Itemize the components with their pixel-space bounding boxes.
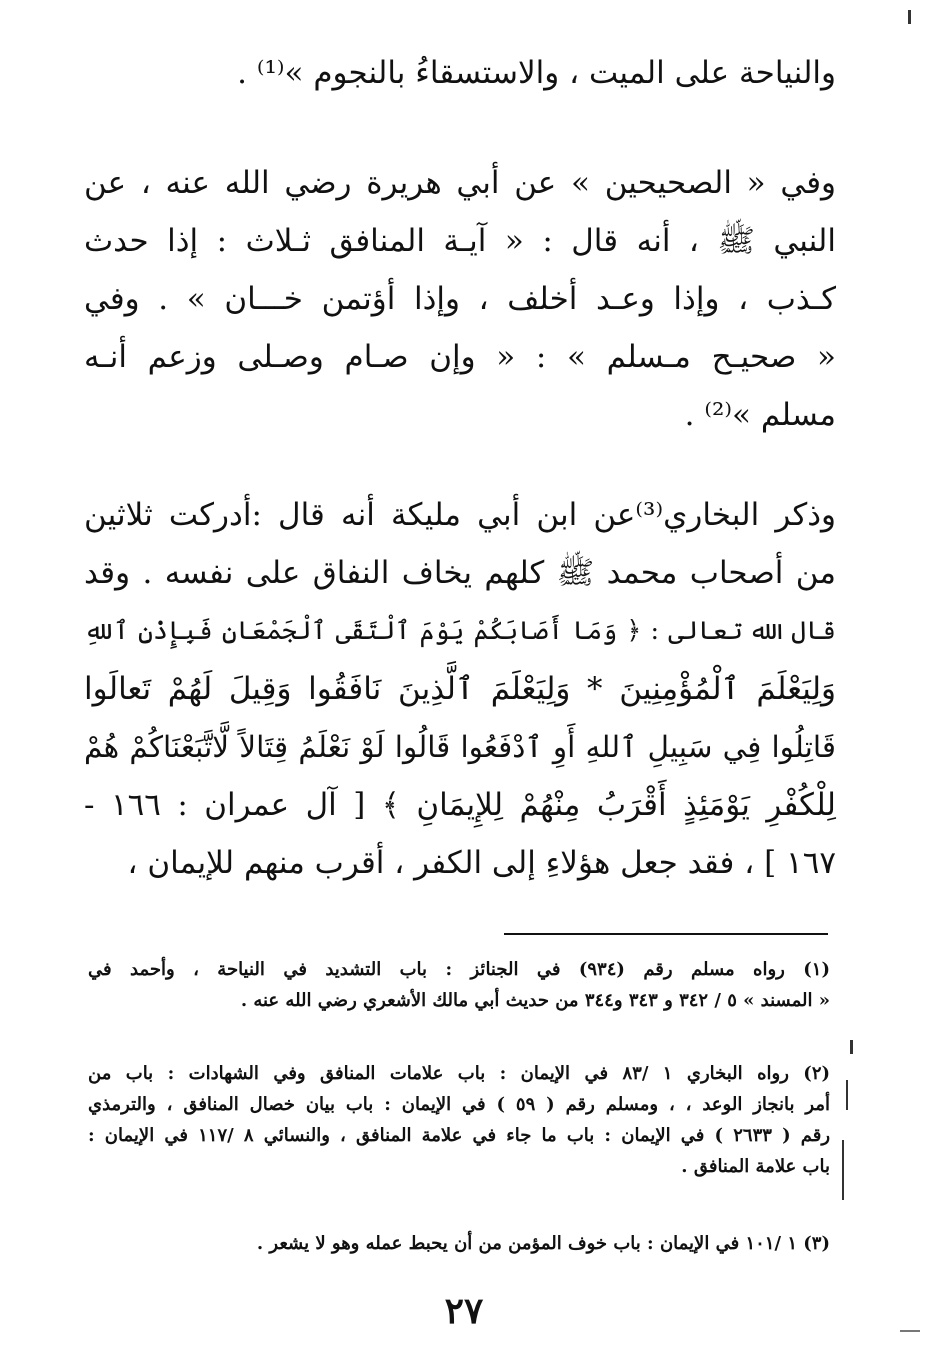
scan-mark — [846, 1080, 848, 1110]
text-line: والنياحة على الميت ، والاستسقاءُ بالنجوم »⁽¹⁾ . — [237, 55, 836, 91]
quran-verse-line: قال الله تعالى : ﴿ وَمَا أَصَابَكُمْ يَوْمَ ٱلْتَقَى ٱلْجَمْعَانِ فَبِإِذْنِ ٱللهِ — [84, 616, 836, 646]
footnote-line: (٢) رواه البخاري ١ /٨٣ في الإيمان : باب علامات المنافق وفي الشهادات : باب من — [88, 1063, 831, 1084]
footnote-line: (١) رواه مسلم رقم (٩٣٤) في الجنائز : باب التشديد في النياحة ، وأحمد في — [88, 959, 830, 980]
quran-verse-line: لِلْكُفْرِ يَوْمَئِذٍ أَقْرَبُ مِنْهُمْ لِلإِيمَانِ ﴾ [ آل عمران : ١٦٦ - — [84, 787, 836, 823]
paragraph-3 — [84, 486, 836, 892]
text-line: « صحيـح مـسلم » : « وإن صـام وصـلى وزعم أنـه — [84, 339, 836, 375]
scan-mark — [908, 10, 911, 24]
scan-mark — [842, 1140, 844, 1200]
footnote-line: « المسند » ٥ / ٣٤٢ و ٣٤٣ و٣٤٤ من حديث أبي مالك الأشعري رضي الله عنه . — [240, 990, 830, 1011]
footnote-line: أمر بانجاز الوعد ، ، ومسلم رقم ( ٥٩ ) في الإيمان : باب بيان خصال المنافق ، والترمذي — [88, 1094, 830, 1115]
page-number: ٢٧ — [444, 1290, 484, 1332]
paragraph-1 — [84, 44, 836, 102]
footnote-line: (٣) ١ /١٠١ في الإيمان : باب خوف المؤمن من أن يحبط عمله وهو لا يشعر . — [256, 1233, 830, 1254]
scan-mark — [850, 1040, 853, 1054]
footnote-line: باب علامة المنافق . — [681, 1156, 830, 1177]
text-line: مسلم »⁽²⁾ . — [684, 397, 836, 433]
footnote-divider — [504, 933, 828, 935]
footnote-line: رقم ( ٢٦٣٣ ) في الإيمان : باب ما جاء في علامة المنافق ، والنسائي ٨ /١١٧ في الإيمان : — [88, 1125, 831, 1146]
quran-verse-line: قَاتِلُوا فِي سَبِيلِ ٱللهِ أَوِ ٱدْفَعُوا قَالُوا لَوْ نَعْلَمُ قِتَالاً لَّاتَّبَعْنَاكُمْ هُمْ — [84, 730, 836, 764]
quran-verse-line: وَلِيَعْلَمَ ٱلْمُؤْمِنِينَ * وَلِيَعْلَمَ ٱلَّذِينَ نَافَقُوا وَقِيلَ لَهُمْ تَعالَوا — [84, 671, 836, 707]
footnote-2 — [88, 1058, 830, 1182]
footnote-3 — [88, 1228, 830, 1259]
text-line: ١٦٧ ] ، فقد جعل هؤلاءِ إلى الكفر ، أقرب منهم للإيمان ، — [127, 845, 836, 881]
text-line: وفي « الصحيحين » عن أبي هريرة رضي الله عنه ، عن — [84, 165, 836, 201]
paragraph-2 — [84, 154, 836, 444]
scan-mark — [900, 1330, 920, 1332]
text-line: كـذب ، وإذا وعـد أخلف ، وإذا أؤتمن خـــان » . وفي — [84, 281, 836, 317]
text-line: وذكر البخاري⁽³⁾عن ابن أبي مليكة أنه قال :أدركت ثلاثين — [84, 497, 836, 533]
text-line: النبي ﷺ ، أنه قال : « آيـة المنافق ثـلاث : إذا حدث — [84, 223, 836, 259]
footnote-1 — [88, 954, 830, 1016]
text-line: من أصحاب محمد ﷺ كلهم يخاف النفاق على نفسه . وقد — [84, 555, 836, 591]
